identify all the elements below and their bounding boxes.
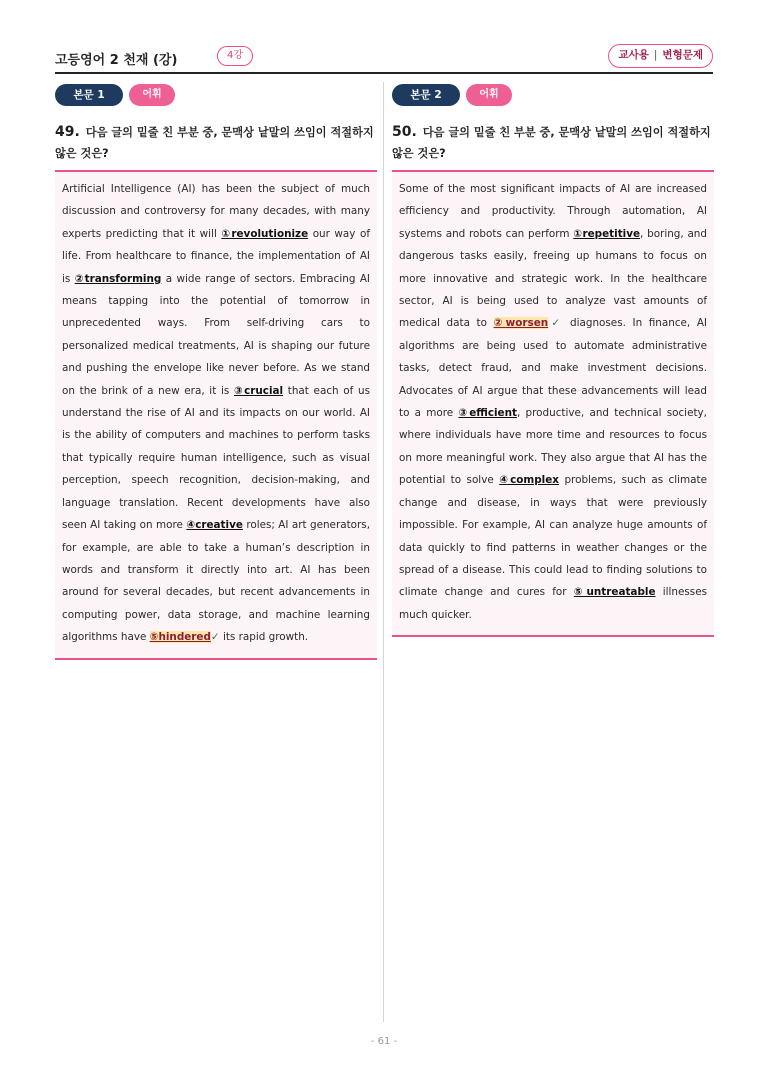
- passage-box: [392, 172, 714, 635]
- choice-4: ④creative: [186, 519, 243, 532]
- choice-4: ④complex: [499, 474, 559, 487]
- left-column: [55, 84, 377, 660]
- passage-text: problems, such as climate change and disease, in ways that were previously impossible. For example, AI can analyze huge amounts of data quickly to find patterns in weather changes or the spread of a disease. This could lead to finding solutions to climate change and cures for: [399, 474, 707, 599]
- question-50: [392, 122, 714, 164]
- page-header: [55, 44, 713, 74]
- passage-text: diagnoses. In finance, AI algorithms are being used to automate administrative tasks, detect fraud, and make investment decisions. Advocates of AI argue that these advancements will lead to a more: [399, 317, 707, 420]
- header-rule: [55, 72, 713, 74]
- passage-text: Artificial Intelligence (AI) has been the subject of much discussion and controversy for many decades, with many experts predicting that it will: [62, 183, 370, 240]
- choice-5: ⑤untreatable: [573, 586, 656, 599]
- question-number: 49.: [55, 124, 80, 140]
- edition-type-label: 변형문제: [662, 49, 703, 61]
- question-number: 50.: [392, 124, 417, 140]
- question-49: [55, 122, 377, 164]
- choice-2: ②transforming: [74, 272, 162, 285]
- passage-bottom-rule: [55, 658, 377, 660]
- passage-text: its rapid growth.: [219, 631, 309, 644]
- edition-separator: |: [653, 49, 658, 61]
- choice-5-answer: ⑤hindered: [149, 631, 211, 644]
- choice-2-answer: ②worsen: [493, 317, 549, 330]
- check-mark-icon: ✓: [210, 631, 220, 644]
- choice-1: ①repetitive: [573, 227, 641, 240]
- question-text: 다음 글의 밑줄 친 부분 중, 문맥상 낱말의 쓰임이 적절하지 않은 것은?: [392, 126, 711, 160]
- column-divider: [383, 82, 384, 1022]
- passage-text: that each of us understand the rise of AI and its impacts on our world. AI is the ability of computers and machines to perform tasks that typically require human intelligence, such as visual perception, speech recognition, decision-making, and language translation. Recent developments have also seen AI taking on more: [62, 384, 370, 532]
- choice-1: ①revolutionize: [221, 227, 309, 240]
- choice-3: ③crucial: [233, 384, 284, 397]
- lesson-badge: 4강: [217, 46, 253, 66]
- passage-text: our way of life. From healthcare to finance, the implementation of AI is: [62, 227, 370, 285]
- edition-badge: [608, 44, 713, 68]
- passage-box: [55, 172, 377, 658]
- question-text: 다음 글의 밑줄 친 부분 중, 문맥상 낱말의 쓰임이 적절하지 않은 것은?: [55, 126, 374, 160]
- edition-label: 교사용: [618, 49, 649, 61]
- vocab-tag: 어휘: [129, 84, 175, 106]
- passage-tag: 본문 2: [392, 84, 460, 106]
- book-title: 고등영어 2 천재 (강): [55, 53, 178, 68]
- passage-bottom-rule: [392, 635, 714, 637]
- right-tags: [392, 84, 714, 106]
- passage-text: , boring, and dangerous tasks easily, freeing up humans to focus on more innovative and strategic work. In the healthcare sector, AI is being used to analyze vast amounts of medical data to: [399, 227, 707, 330]
- left-tags: [55, 84, 377, 106]
- check-mark-icon: ✓: [548, 317, 564, 330]
- passage-tag: 본문 1: [55, 84, 123, 106]
- passage-text: roles; AI art generators, for example, are able to take a human’s description in words and transform it directly into art. AI has been around for several decades, but recent advancements in computing power, data storage, and machine learning algorithms have: [62, 519, 371, 644]
- right-column: [392, 84, 714, 637]
- passage-text: a wide range of sectors. Embracing AI means tapping into the potential of tomorrow in unprecedented ways. From self-driving cars to personalized medical treatments, AI is shaping our future and pushing the envelope like never before. As we stand on the brink of a new era, it is: [62, 272, 370, 397]
- page-number: - 61 -: [370, 1036, 398, 1047]
- vocab-tag: 어휘: [466, 84, 512, 106]
- passage-text: Some of the most significant impacts of AI are increased efficiency and productivity. Through automation, AI systems and robots can perform: [399, 183, 707, 240]
- choice-3: ③efficient: [458, 407, 517, 420]
- passage-text: illnesses much quicker.: [399, 586, 707, 621]
- passage-text: , productive, and technical society, where individuals have more time and resources to focus on more meaningful work. They also argue that AI has the potential to solve: [399, 407, 707, 487]
